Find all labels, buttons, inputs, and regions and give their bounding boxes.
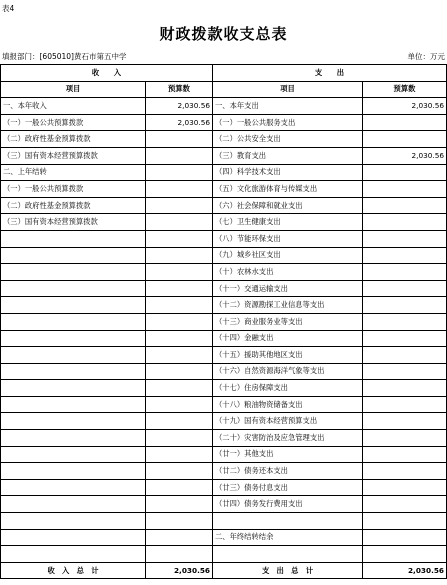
table-row [1,496,447,513]
income-item-cell [1,313,146,330]
table-row [1,313,447,330]
expense-item-cell: 一、本年支出 [213,98,363,115]
table-row [1,131,447,148]
expense-amount-cell [363,479,447,496]
expense-amount-cell [363,164,447,181]
income-item-cell [1,430,146,447]
income-amount-cell [146,297,213,314]
expense-item-cell: （十六）自然资源海洋气象等支出 [213,363,363,380]
income-amount-cell [146,131,213,148]
table-number: 表4 [2,4,15,13]
expense-amount-cell [363,363,447,380]
column-header-row [1,81,447,98]
income-header: 收 入 [1,65,213,82]
expense-amount-cell [363,313,447,330]
expense-total-label: 支 出 总 计 [213,562,363,579]
expense-item-cell: （十三）商业服务业等支出 [213,313,363,330]
table-row [1,347,447,364]
expense-item-cell: （六）社会保障和就业支出 [213,197,363,214]
table-row [1,413,447,430]
expense-amount-cell [363,446,447,463]
income-amount-cell [146,313,213,330]
expense-item-cell: （十八）粮油物资储备支出 [213,396,363,413]
table-row [1,114,447,131]
expense-item-cell: （八）节能环保支出 [213,230,363,247]
income-item-cell [1,230,146,247]
expense-amount-cell [363,114,447,131]
income-amount-cell [146,197,213,214]
income-item-cell: （二）政府性基金预算拨款 [1,197,146,214]
table-row [1,380,447,397]
income-item-cell [1,264,146,281]
table-row [1,479,447,496]
income-item-cell [1,479,146,496]
expense-item-cell: （十）农林水支出 [213,264,363,281]
income-item-cell [1,396,146,413]
expense-item-cell: （十九）国有资本经营预算支出 [213,413,363,430]
income-item-cell [1,529,146,546]
expense-amount-cell [363,264,447,281]
expense-amount-cell: 2,030.56 [363,98,447,115]
expense-amount-cell [363,380,447,397]
expense-item-cell: （一）一般公共服务支出 [213,114,363,131]
expense-amount-cell [363,496,447,513]
income-amount-cell [146,396,213,413]
income-item-cell [1,546,146,563]
income-item-cell [1,347,146,364]
income-item-cell [1,330,146,347]
table-row [1,363,447,380]
table-row [1,330,447,347]
expense-item-cell: （十四）金融支出 [213,330,363,347]
income-item-cell: 二、上年结转 [1,164,146,181]
income-amount-cell: 2,030.56 [146,114,213,131]
expense-item-cell: （廿一）其他支出 [213,446,363,463]
expense-amount-cell [363,396,447,413]
income-item-cell [1,247,146,264]
expense-amount-cell [363,131,447,148]
income-item-cell [1,297,146,314]
expense-item-cell: （廿三）债务付息支出 [213,479,363,496]
income-amount-cell [146,247,213,264]
expense-item-cell: （十五）援助其他地区支出 [213,347,363,364]
expense-budget-header: 预算数 [363,81,447,98]
income-amount-cell [146,230,213,247]
expense-amount-cell [363,529,447,546]
table-row [1,264,447,281]
income-amount-cell [146,347,213,364]
expense-amount-cell [363,463,447,480]
reporting-unit: 填报部门：[605010]黄石市第五中学 [2,52,127,61]
expense-item-cell [213,513,363,530]
income-amount-cell [146,264,213,281]
income-item-cell [1,380,146,397]
expense-amount-cell [363,413,447,430]
table-row [1,463,447,480]
income-item-header: 项目 [1,81,146,98]
expense-item-cell: 二、年终结转结余 [213,529,363,546]
expense-amount-cell [363,330,447,347]
expense-item-cell [213,546,363,563]
expense-amount-cell [363,297,447,314]
income-amount-cell [146,380,213,397]
expense-amount-cell [363,214,447,231]
expense-amount-cell [363,230,447,247]
expense-amount-cell [363,546,447,563]
expense-header: 支 出 [213,65,447,82]
expense-item-cell: （廿四）债务发行费用支出 [213,496,363,513]
income-item-cell [1,513,146,530]
income-item-cell [1,280,146,297]
income-item-cell [1,363,146,380]
income-amount-cell [146,363,213,380]
page-title: 财政拨款收支总表 [159,25,288,43]
income-amount-cell [146,164,213,181]
expense-amount-cell [363,430,447,447]
table-row [1,396,447,413]
expense-item-cell: （四）科学技术支出 [213,164,363,181]
table-row [1,230,447,247]
expense-item-cell: （五）文化旅游体育与传媒支出 [213,181,363,198]
expense-amount-cell [363,197,447,214]
table-row [1,297,447,314]
income-item-cell [1,496,146,513]
income-amount-cell [146,181,213,198]
income-item-cell [1,413,146,430]
income-amount-cell [146,147,213,164]
expense-amount-cell: 2,030.56 [363,147,447,164]
income-amount-cell [146,280,213,297]
income-amount-cell [146,330,213,347]
section-header-row [1,65,447,82]
expense-item-cell: （十七）住房保障支出 [213,380,363,397]
expense-item-cell: （廿二）债务还本支出 [213,463,363,480]
expense-item-cell: （十一）交通运输支出 [213,280,363,297]
table-row [1,147,447,164]
income-amount-cell [146,446,213,463]
table-row [1,247,447,264]
income-amount-cell [146,529,213,546]
income-amount-cell [146,413,213,430]
expense-item-cell: （二十）灾害防治及应急管理支出 [213,430,363,447]
table-row [1,529,447,546]
table-row [1,197,447,214]
table-row [1,181,447,198]
income-amount-cell [146,430,213,447]
income-item-cell: （二）政府性基金预算拨款 [1,131,146,148]
expense-amount-cell [363,513,447,530]
income-item-cell: （三）国有资本经营预算拨款 [1,147,146,164]
income-amount-cell [146,513,213,530]
income-item-cell [1,446,146,463]
income-item-cell [1,463,146,480]
expense-amount-cell [363,280,447,297]
income-total-label: 收 入 总 计 [1,562,146,579]
table-row [1,164,447,181]
income-amount-cell [146,463,213,480]
table-row [1,280,447,297]
expense-item-cell: （三）教育支出 [213,147,363,164]
income-item-cell: （三）国有资本经营预算拨款 [1,214,146,231]
table-row [1,546,447,563]
table-row [1,430,447,447]
expense-item-cell: （十二）资源勘探工业信息等支出 [213,297,363,314]
expense-item-cell: （二）公共安全支出 [213,131,363,148]
income-total-value: 2,030.56 [146,562,213,579]
table-row [1,214,447,231]
money-unit: 单位：万元 [407,52,445,61]
income-amount-cell [146,479,213,496]
income-item-cell: 一、本年收入 [1,98,146,115]
income-item-cell: （一）一般公共预算拨款 [1,114,146,131]
expense-item-cell: （七）卫生健康支出 [213,214,363,231]
income-amount-cell [146,546,213,563]
expense-item-header: 项目 [213,81,363,98]
budget-table [0,64,447,579]
expense-amount-cell [363,347,447,364]
income-amount-cell: 2,030.56 [146,98,213,115]
expense-amount-cell [363,247,447,264]
table-row [1,513,447,530]
table-row [1,446,447,463]
income-budget-header: 预算数 [146,81,213,98]
expense-amount-cell [363,181,447,198]
income-amount-cell [146,496,213,513]
income-item-cell: （一）一般公共预算拨款 [1,181,146,198]
expense-total-value: 2,030.56 [363,562,447,579]
income-amount-cell [146,214,213,231]
table-row [1,98,447,115]
totals-row [1,562,447,579]
expense-item-cell: （九）城乡社区支出 [213,247,363,264]
